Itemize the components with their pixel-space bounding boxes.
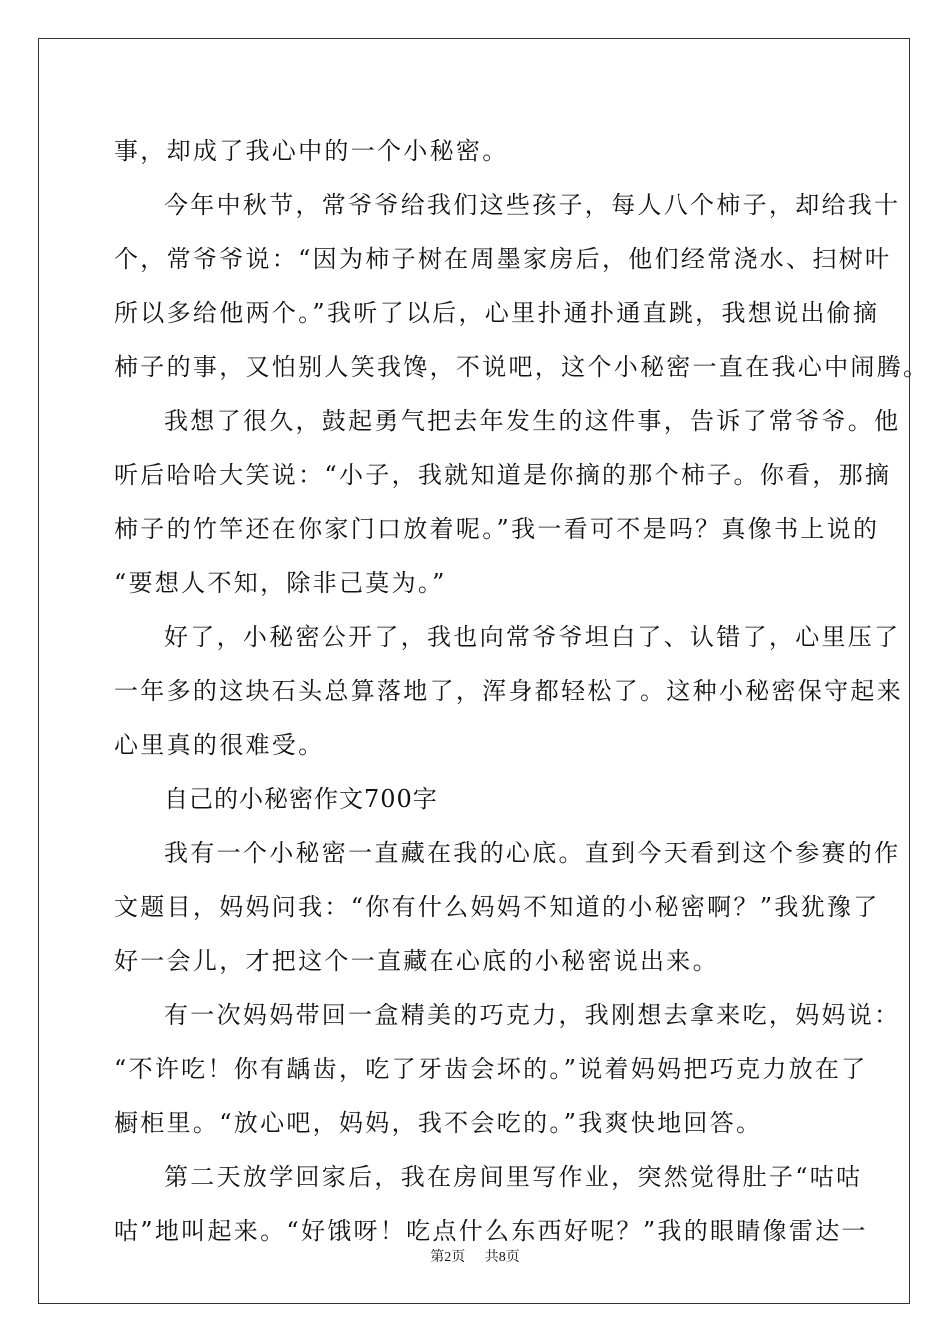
text-line: 我想了很久，鼓起勇气把去年发生的这件事，告诉了常爷爷。他 bbox=[164, 407, 901, 435]
page-total: 共8页 bbox=[484, 1250, 520, 1265]
text-line: 柿子的事，又怕别人笑我馋，不说吧，这个小秘密一直在我心中闹腾。 bbox=[114, 353, 930, 381]
text-line: 有一次妈妈带回一盒精美的巧克力，我刚想去拿来吃，妈妈说： bbox=[164, 1001, 901, 1029]
text-line: 橱柜里。“放心吧，妈妈，我不会吃的。”我爽快地回答。 bbox=[114, 1109, 763, 1137]
text-line: “要想人不知，除非己莫为。” bbox=[114, 569, 447, 597]
text-line: 咕”地叫起来。“好饿呀！吃点什么东西好呢？”我的眼睛像雷达一 bbox=[114, 1217, 868, 1245]
text-line: 听后哈哈大笑说：“小子，我就知道是你摘的那个柿子。你看，那摘 bbox=[114, 461, 892, 489]
section-heading: 自己的小秘密作文700字 bbox=[164, 785, 438, 813]
text-line: 我有一个小秘密一直藏在我的心底。直到今天看到这个参赛的作 bbox=[164, 839, 901, 867]
text-line: 文题目，妈妈问我：“你有什么妈妈不知道的小秘密啊？”我犹豫了 bbox=[114, 893, 880, 921]
text-line: 所以多给他两个。”我听了以后，心里扑通扑通直跳，我想说出偷摘 bbox=[114, 299, 880, 327]
text-line: “不许吃！你有龋齿，吃了牙齿会坏的。”说着妈妈把巧克力放在了 bbox=[114, 1055, 868, 1083]
text-line: 好一会儿，才把这个一直藏在心底的小秘密说出来。 bbox=[114, 947, 719, 975]
text-line: 今年中秋节，常爷爷给我们这些孩子，每人八个柿子，却给我十 bbox=[164, 191, 901, 219]
text-line: 个，常爷爷说：“因为柿子树在周墨家房后，他们经常浇水、扫树叶 bbox=[114, 245, 892, 273]
document-body bbox=[114, 124, 930, 1258]
text-line: 柿子的竹竿还在你家门口放着呢。”我一看可不是吗？真像书上说的 bbox=[114, 515, 880, 543]
text-line: 好了，小秘密公开了，我也向常爷爷坦白了、认错了，心里压了 bbox=[164, 623, 901, 651]
page-footer bbox=[0, 1246, 950, 1266]
text-line: 一年多的这块石头总算落地了，浑身都轻松了。这种小秘密保守起来 bbox=[114, 677, 903, 705]
text-line: 事，却成了我心中的一个小秘密。 bbox=[114, 137, 509, 165]
text-line: 心里真的很难受。 bbox=[114, 731, 325, 759]
text-line: 第二天放学回家后，我在房间里写作业，突然觉得肚子“咕咕 bbox=[164, 1163, 863, 1191]
page-number: 第2页 bbox=[430, 1250, 466, 1265]
